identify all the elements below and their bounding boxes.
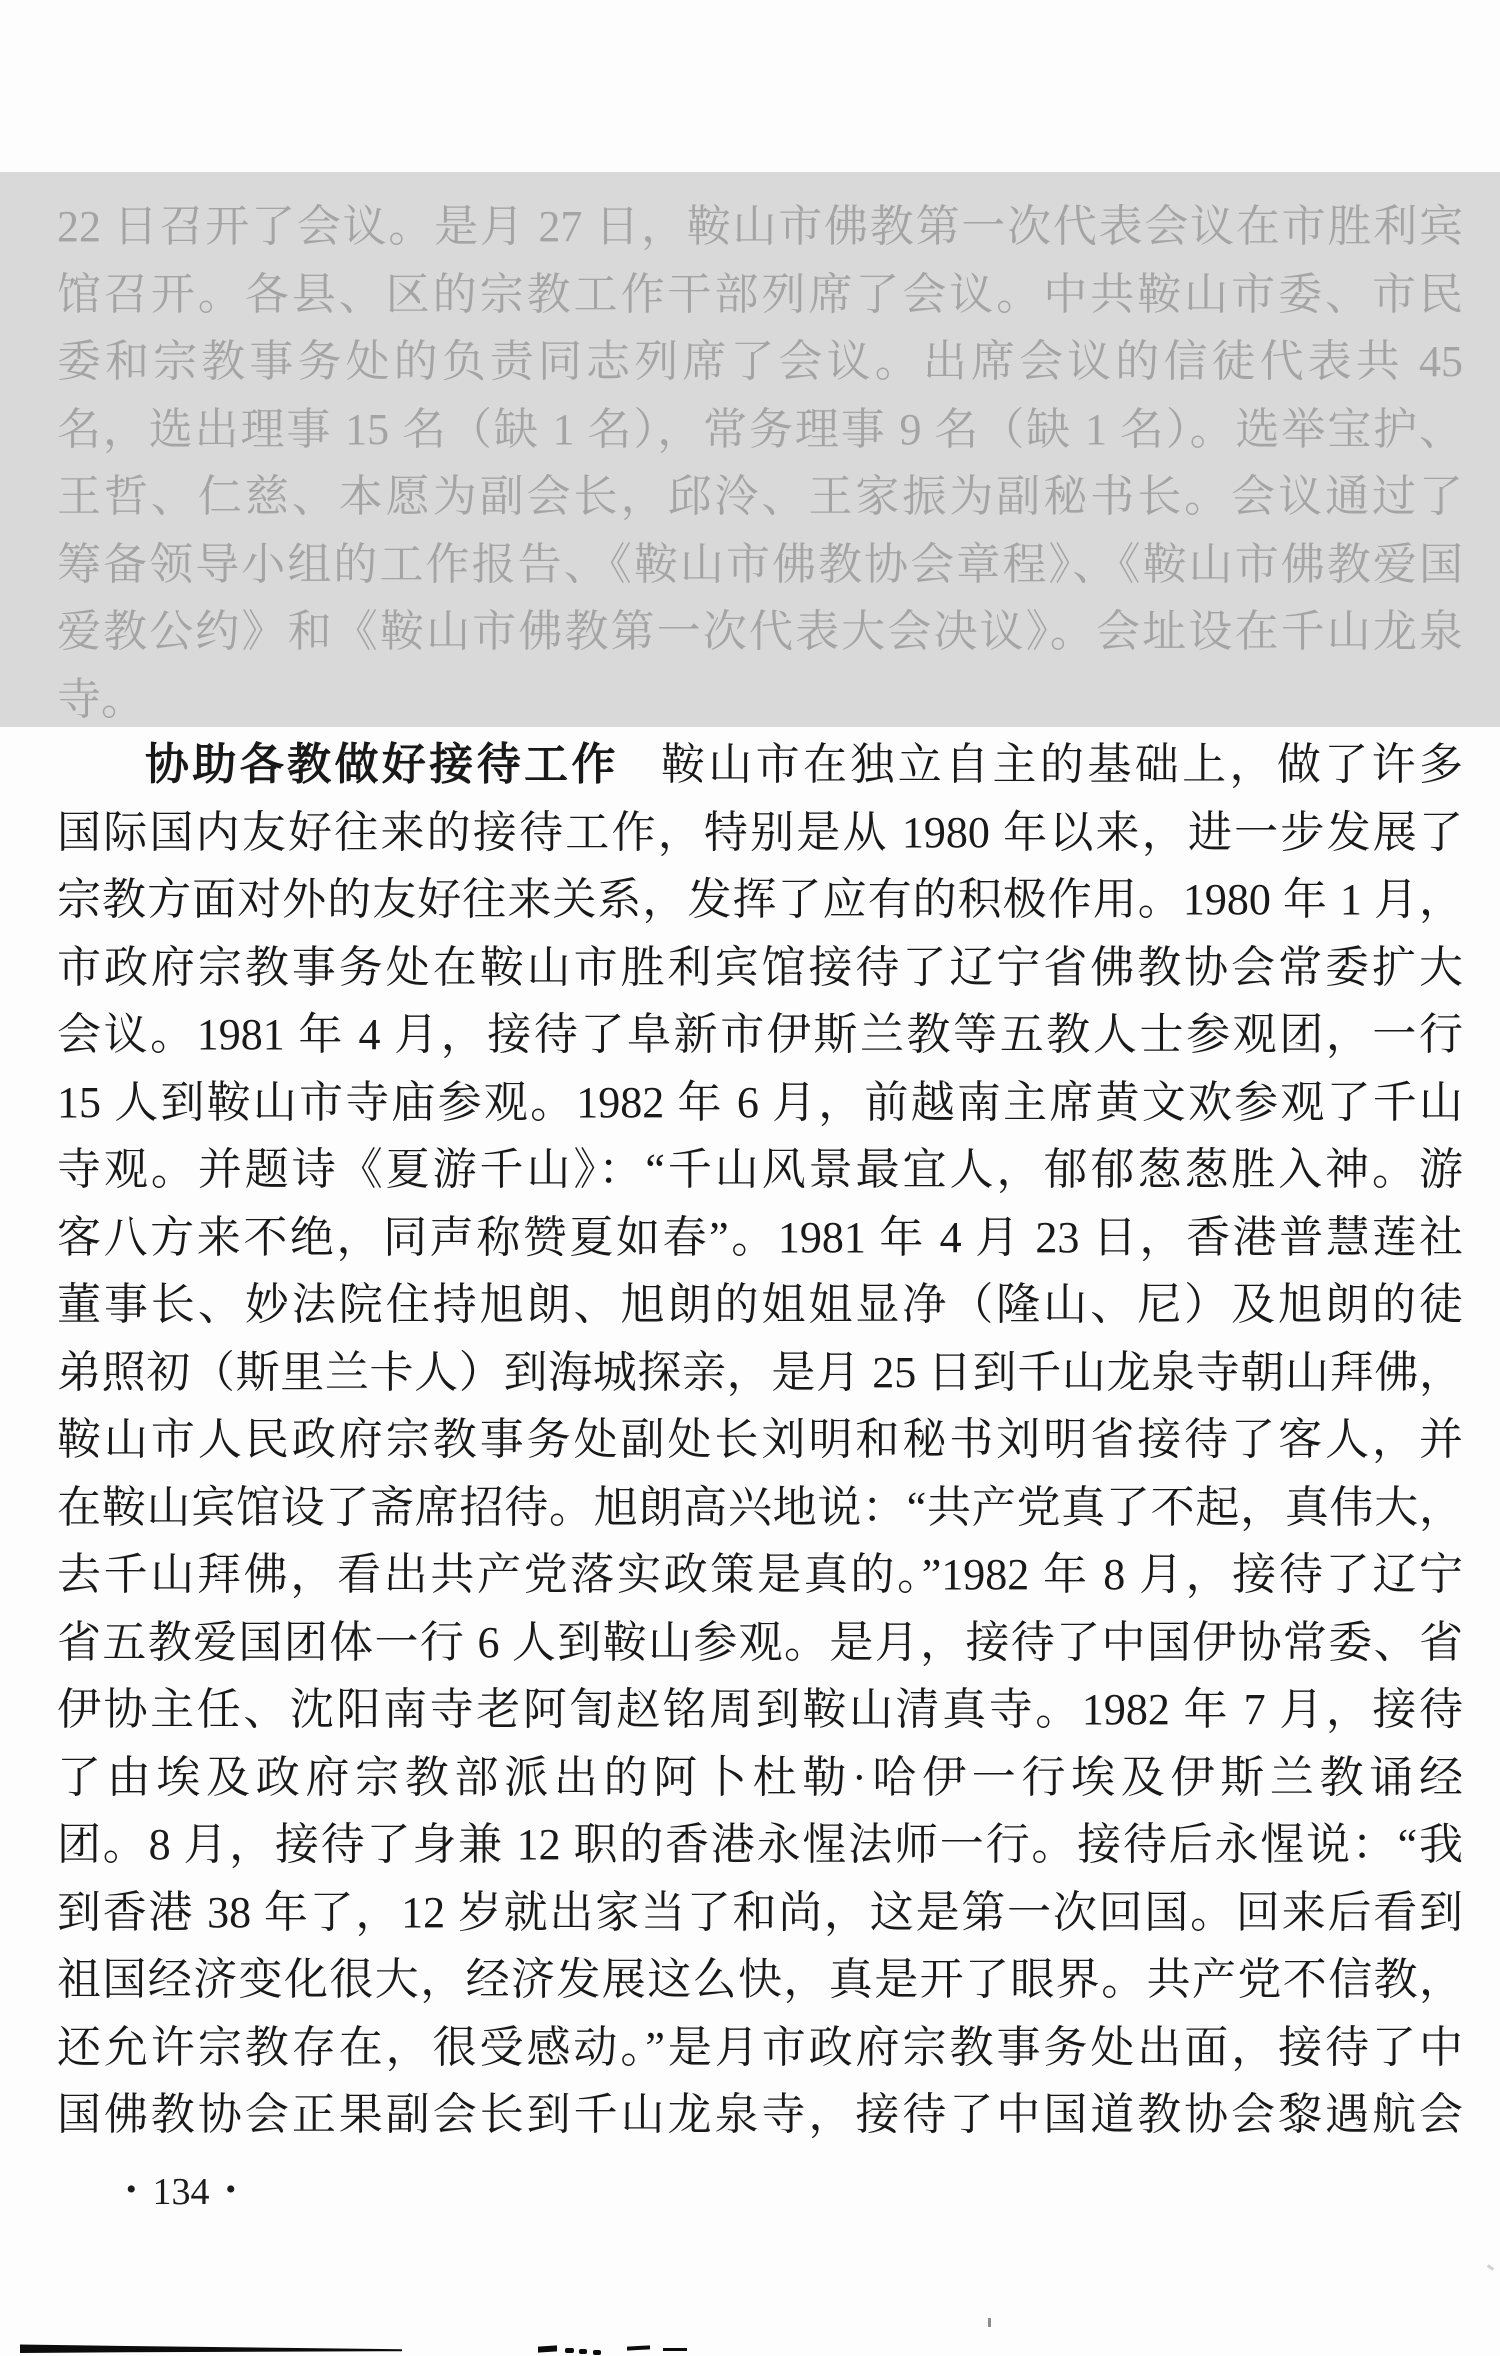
text-line: 国佛教协会正果副会长到千山龙泉寺，接待了中国道教协会黎遇航会 [57,2090,1463,2139]
scan-artifact-mark [627,2345,650,2350]
text-line: 22 日召开了会议。是月 27 日，鞍山市佛教第一次代表会议在市胜利宾 [57,202,1463,251]
scan-artifact-mark [663,2348,687,2351]
text-line: 客八方来不绝，同声称赞夏如春”。1981 年 4 月 23 日，香港普慧莲社 [57,1212,1463,1262]
text-line: 委和宗教事务处的负责同志列席了会议。出席会议的信徒代表共 45 [57,337,1463,386]
text-line: 了由埃及政府宗教部派出的阿卜杜勒·哈伊一行埃及伊斯兰教诵经 [57,1752,1463,1802]
paragraph-intro-text: 鞍山市在独立自主的基础上，做了许多 [660,740,1464,789]
text-line: 会议。1981 年 4 月，接待了阜新市伊斯兰教等五教人士参观团，一行 [57,1010,1463,1059]
text-line: 15 人到鞍山市寺庙参观。1982 年 6 月，前越南主席黄文欢参观了千山 [57,1077,1463,1127]
text-line: 去千山拜佛，看出共产党落实政策是真的。”1982 年 8 月，接待了辽宁 [57,1550,1463,1599]
text-line: 市政府宗教事务处在鞍山市胜利宾馆接待了辽宁省佛教协会常委扩大 [57,942,1463,992]
text-line: 筹备领导小组的工作报告、《鞍山市佛教协会章程》、《鞍山市佛教爱国 [57,539,1463,589]
scan-artifact-speck [1487,2264,1494,2270]
scan-artifact-mark [538,2345,557,2352]
text-line: 寺。 [57,674,145,724]
text-line: 王哲、仁慈、本愿为副会长，邱泠、王家振为副秘书长。会议通过了 [57,472,1463,521]
text-line: 馆召开。各县、区的宗教工作干部列席了会议。中共鞍山市委、市民 [57,269,1463,319]
text-line: 弟照初（斯里兰卡人）到海城探亲，是月 25 日到千山龙泉寺朝山拜佛， [57,1347,1463,1397]
text-line: 省五教爱国团体一行 6 人到鞍山参观。是月，接待了中国伊协常委、省 [57,1617,1463,1667]
text-line: 爱教公约》和《鞍山市佛教第一次代表大会决议》。会址设在千山龙泉 [57,607,1463,656]
text-line: 宗教方面对外的友好往来关系，发挥了应有的积极作用。1980 年 1 月， [57,875,1463,924]
text-line: 董事长、妙法院住持旭朗、旭朗的姐姐显净（隆山、尼）及旭朗的徒 [57,1280,1463,1329]
scan-artifact-speck [988,2318,991,2327]
scan-artifact-mark [579,2349,587,2354]
scan-artifact-bar [20,2344,402,2353]
text-line: 国际国内友好往来的接待工作，特别是从 1980 年以来，进一步发展了 [57,807,1463,857]
text-line: 在鞍山宾馆设了斋席招待。旭朗高兴地说：“共产党真了不起，真伟大， [57,1482,1463,1532]
previous-passage-excerpt [57,193,1463,733]
text-line: 寺观。并题诗《夏游千山》：“千山风景最宜人，郁郁葱葱胜入神。游 [57,1145,1463,1194]
text-line: 名，选出理事 15 名（缺 1 名），常务理事 9 名（缺 1 名）。选举宝护、 [57,404,1463,454]
scan-artifact-mark [593,2350,601,2355]
main-paragraph [57,731,1463,2149]
page-number [126,2168,236,2212]
footer-left-dot: • [126,2173,137,2206]
footer-page-number: 134 [152,2171,210,2213]
paragraph-heading: 协助各教做好接待工作 [145,740,619,789]
text-line: 鞍山市人民政府宗教事务处副处长刘明和秘书刘明省接待了客人，并 [57,1415,1463,1464]
text-line: 伊协主任、沈阳南寺老阿訇赵铭周到鞍山清真寺。1982 年 7 月，接待 [57,1685,1463,1734]
footer-right-dot: • [225,2173,237,2206]
scan-artifact-mark [565,2348,574,2353]
text-line: 团。8 月，接待了身兼 12 职的香港永惺法师一行。接待后永惺说：“我 [57,1820,1463,1869]
text-line: 祖国经济变化很大，经济发展这么快，真是开了眼界。共产党不信教， [57,1955,1463,2004]
text-line: 还允许宗教存在，很受感动。”是月市政府宗教事务处出面，接待了中 [57,2022,1463,2072]
text-line: 到香港 38 年了，12 岁就出家当了和尚，这是第一次回国。回来后看到 [57,1887,1463,1937]
text-line [57,731,1463,799]
